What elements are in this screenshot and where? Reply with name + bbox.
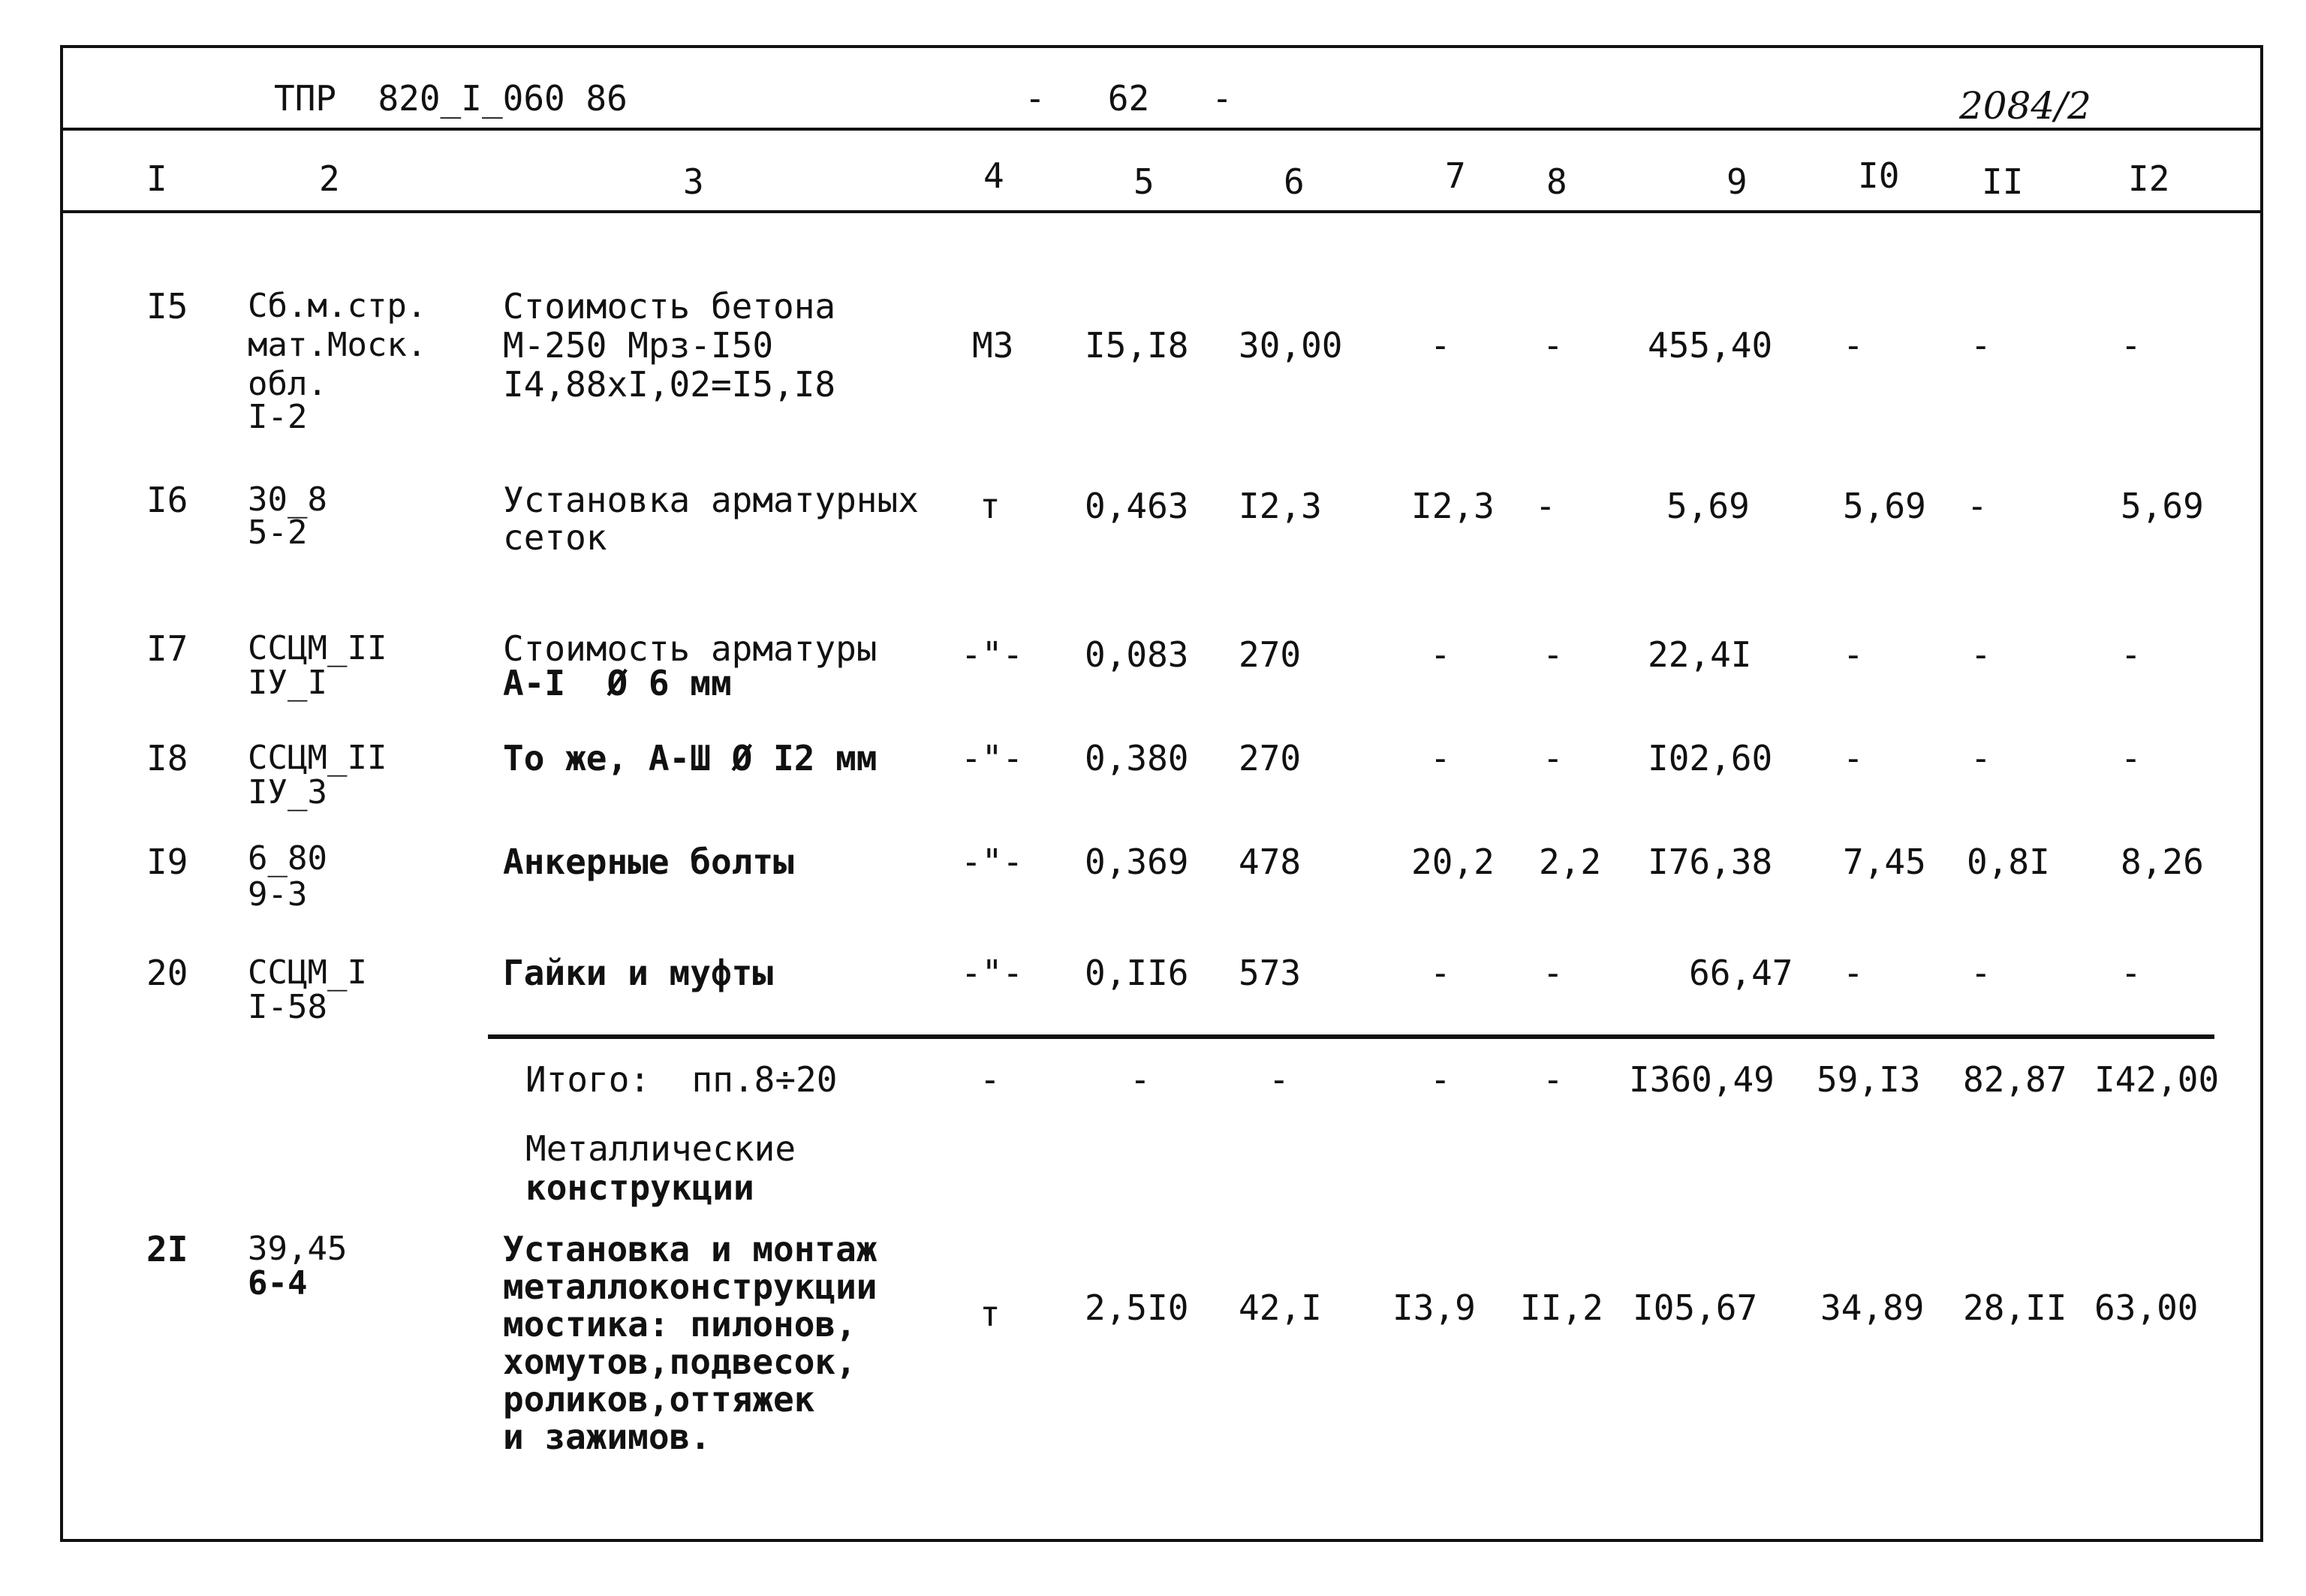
row-description-line: хомутов,подвесок, bbox=[503, 1342, 856, 1382]
total-col-9: I360,49 bbox=[1629, 1059, 1775, 1100]
row-col-10: - bbox=[1843, 738, 1864, 778]
row-code-line: IУ_3 bbox=[248, 773, 327, 812]
row-col-9: I76,38 bbox=[1648, 842, 1773, 882]
row-col-7: - bbox=[1430, 738, 1451, 778]
section-title-line: конструкции bbox=[525, 1167, 754, 1208]
row-col-10: - bbox=[1843, 634, 1864, 675]
total-price: - bbox=[1269, 1059, 1290, 1100]
row-description-line: сеток bbox=[503, 517, 607, 558]
row-description-line: Стоимость арматуры bbox=[503, 628, 878, 669]
row-qty: 2,5I0 bbox=[1085, 1287, 1189, 1328]
row-qty: 0,083 bbox=[1085, 634, 1189, 675]
row-description-line: I4,88хI,02=I5,I8 bbox=[503, 364, 836, 405]
col-header-9: 9 bbox=[1726, 161, 1748, 202]
row-price: 573 bbox=[1239, 953, 1302, 993]
col-header-2: 2 bbox=[319, 158, 340, 199]
row-col-8: - bbox=[1535, 486, 1556, 526]
row-price: 30,00 bbox=[1239, 325, 1343, 366]
row-col-8: 2,2 bbox=[1539, 842, 1602, 882]
col-header-12: I2 bbox=[2128, 158, 2170, 199]
row-col-12: - bbox=[2121, 634, 2142, 675]
row-qty: I5,I8 bbox=[1085, 325, 1189, 366]
row-qty: 0,II6 bbox=[1085, 953, 1189, 993]
row-price: I2,3 bbox=[1239, 486, 1322, 526]
row-code-line: ССЦМ_II bbox=[248, 629, 387, 667]
row-col-7: - bbox=[1430, 953, 1451, 993]
col-header-10: I0 bbox=[1858, 155, 1900, 196]
row-col-9: I02,60 bbox=[1648, 738, 1773, 778]
row-code-line: ССЦМ_I bbox=[248, 953, 367, 992]
row-number: 20 bbox=[146, 953, 188, 993]
total-col-8: - bbox=[1543, 1059, 1564, 1100]
row-code-line: I-58 bbox=[248, 988, 327, 1026]
row-col-11: - bbox=[1970, 738, 1991, 778]
row-col-12: - bbox=[2121, 953, 2142, 993]
col-header-11: II bbox=[1982, 161, 2024, 202]
row-code-line: обл. bbox=[248, 365, 327, 403]
row-col-7: - bbox=[1430, 634, 1451, 675]
row-code-line: IУ_I bbox=[248, 664, 327, 702]
row-col-9: 5,69 bbox=[1666, 486, 1750, 526]
col-header-5: 5 bbox=[1133, 161, 1155, 202]
col-header-4: 4 bbox=[983, 155, 1004, 196]
row-col-8: - bbox=[1543, 738, 1564, 778]
row-col-11: 28,II bbox=[1963, 1287, 2067, 1328]
row-code-line: 5-2 bbox=[248, 513, 308, 552]
row-col-10: - bbox=[1843, 953, 1864, 993]
row-code-line: 6_80 bbox=[248, 839, 327, 878]
row-description-line: Установка арматурных bbox=[503, 480, 919, 520]
column-header-rule bbox=[60, 210, 2263, 213]
row-code-line: 30_8 bbox=[248, 480, 327, 519]
row-description-line: То же, А-Ш Ø I2 мм bbox=[503, 738, 878, 778]
row-qty: 0,380 bbox=[1085, 738, 1189, 778]
row-col-8: - bbox=[1543, 325, 1564, 366]
row-price: 270 bbox=[1239, 738, 1302, 778]
row-code-line: 39,45 bbox=[248, 1230, 348, 1268]
total-col-10: 59,I3 bbox=[1817, 1059, 1921, 1100]
total-qty: - bbox=[1130, 1059, 1151, 1100]
row-col-8: - bbox=[1543, 634, 1564, 675]
header-rule bbox=[60, 128, 2263, 131]
row-description-line: Гайки и муфты bbox=[503, 953, 774, 993]
total-col-7: - bbox=[1430, 1059, 1451, 1100]
row-code-line: мат.Моск. bbox=[248, 326, 427, 364]
row-code-line: I-2 bbox=[248, 398, 308, 436]
row-qty: 0,369 bbox=[1085, 842, 1189, 882]
row-col-12: - bbox=[2121, 738, 2142, 778]
row-col-8: - bbox=[1543, 953, 1564, 993]
row-number: I8 bbox=[146, 738, 188, 778]
total-col-11: 82,87 bbox=[1963, 1059, 2067, 1100]
row-col-11: - bbox=[1970, 325, 1991, 366]
col-header-3: 3 bbox=[683, 161, 704, 202]
row-col-7: - bbox=[1430, 325, 1451, 366]
row-col-9: I05,67 bbox=[1633, 1287, 1758, 1328]
row-code-line: 9-3 bbox=[248, 875, 308, 914]
row-description-line: мостика: пилонов, bbox=[503, 1304, 856, 1345]
row-code-line: ССЦМ_II bbox=[248, 739, 387, 777]
row-col-10: 34,89 bbox=[1820, 1287, 1925, 1328]
row-unit: т bbox=[980, 1293, 1001, 1334]
row-col-10: - bbox=[1843, 325, 1864, 366]
col-header-8: 8 bbox=[1546, 161, 1567, 202]
row-col-12: 8,26 bbox=[2121, 842, 2204, 882]
row-price: 270 bbox=[1239, 634, 1302, 675]
row-description-line: М-250 Мрз-I50 bbox=[503, 325, 774, 366]
row-description-line: Стоимость бетона bbox=[503, 286, 836, 327]
row-unit: -"- bbox=[961, 634, 1024, 675]
row-col-7: I3,9 bbox=[1392, 1287, 1476, 1328]
row-number: I7 bbox=[146, 628, 188, 669]
row-number: I6 bbox=[146, 480, 188, 520]
row-qty: 0,463 bbox=[1085, 486, 1189, 526]
doc-code: ТПР 820_I_060 86 bbox=[274, 78, 628, 119]
row-description-line: Анкерные болты bbox=[503, 842, 794, 882]
section-title-line: Металлические bbox=[525, 1128, 796, 1169]
total-label: Итого: пп.8÷20 bbox=[525, 1059, 838, 1100]
row-col-9: 66,47 bbox=[1689, 953, 1793, 993]
total-unit: - bbox=[980, 1059, 1001, 1100]
row-description-line: роликов,оттяжек bbox=[503, 1379, 815, 1420]
row-col-12: 63,00 bbox=[2094, 1287, 2199, 1328]
row-description-line: А-I Ø 6 мм bbox=[503, 663, 732, 703]
row-col-10: 5,69 bbox=[1843, 486, 1926, 526]
row-col-11: - bbox=[1970, 953, 1991, 993]
col-header-1: I bbox=[146, 158, 167, 199]
row-code-line: Cб.м.стр. bbox=[248, 287, 427, 325]
row-description-line: металлоконструкции bbox=[503, 1266, 878, 1307]
row-col-8: II,2 bbox=[1520, 1287, 1603, 1328]
row-unit: т bbox=[980, 486, 1001, 526]
row-col-11: - bbox=[1970, 634, 1991, 675]
col-header-7: 7 bbox=[1445, 155, 1466, 196]
row-col-9: 22,4I bbox=[1648, 634, 1752, 675]
col-header-6: 6 bbox=[1284, 161, 1305, 202]
row-number: I9 bbox=[146, 842, 188, 882]
row-unit: -"- bbox=[961, 738, 1024, 778]
row-col-7: 20,2 bbox=[1411, 842, 1495, 882]
row-col-11: - bbox=[1967, 486, 1988, 526]
row-price: 478 bbox=[1239, 842, 1302, 882]
row-col-9: 455,40 bbox=[1648, 325, 1773, 366]
row-col-12: 5,69 bbox=[2121, 486, 2204, 526]
row-unit: М3 bbox=[972, 325, 1014, 366]
row-number: I5 bbox=[146, 286, 188, 327]
sheet-reference: 2084/2 bbox=[1959, 84, 2091, 128]
row-col-10: 7,45 bbox=[1843, 842, 1926, 882]
row-unit: -"- bbox=[961, 953, 1024, 993]
page-number: - 62 - bbox=[1025, 78, 1233, 119]
row-col-11: 0,8I bbox=[1967, 842, 2050, 882]
total-col-12: I42,00 bbox=[2094, 1059, 2220, 1100]
row-price: 42,I bbox=[1239, 1287, 1322, 1328]
row-unit: -"- bbox=[961, 842, 1024, 882]
row-code-line: 6-4 bbox=[248, 1264, 308, 1302]
row-col-7: I2,3 bbox=[1411, 486, 1495, 526]
row-description-line: Установка и монтаж bbox=[503, 1229, 878, 1269]
row-description-line: и зажимов. bbox=[503, 1417, 711, 1457]
row-number: 2I bbox=[146, 1229, 188, 1269]
subtotal-rule bbox=[488, 1034, 2214, 1039]
row-col-12: - bbox=[2121, 325, 2142, 366]
